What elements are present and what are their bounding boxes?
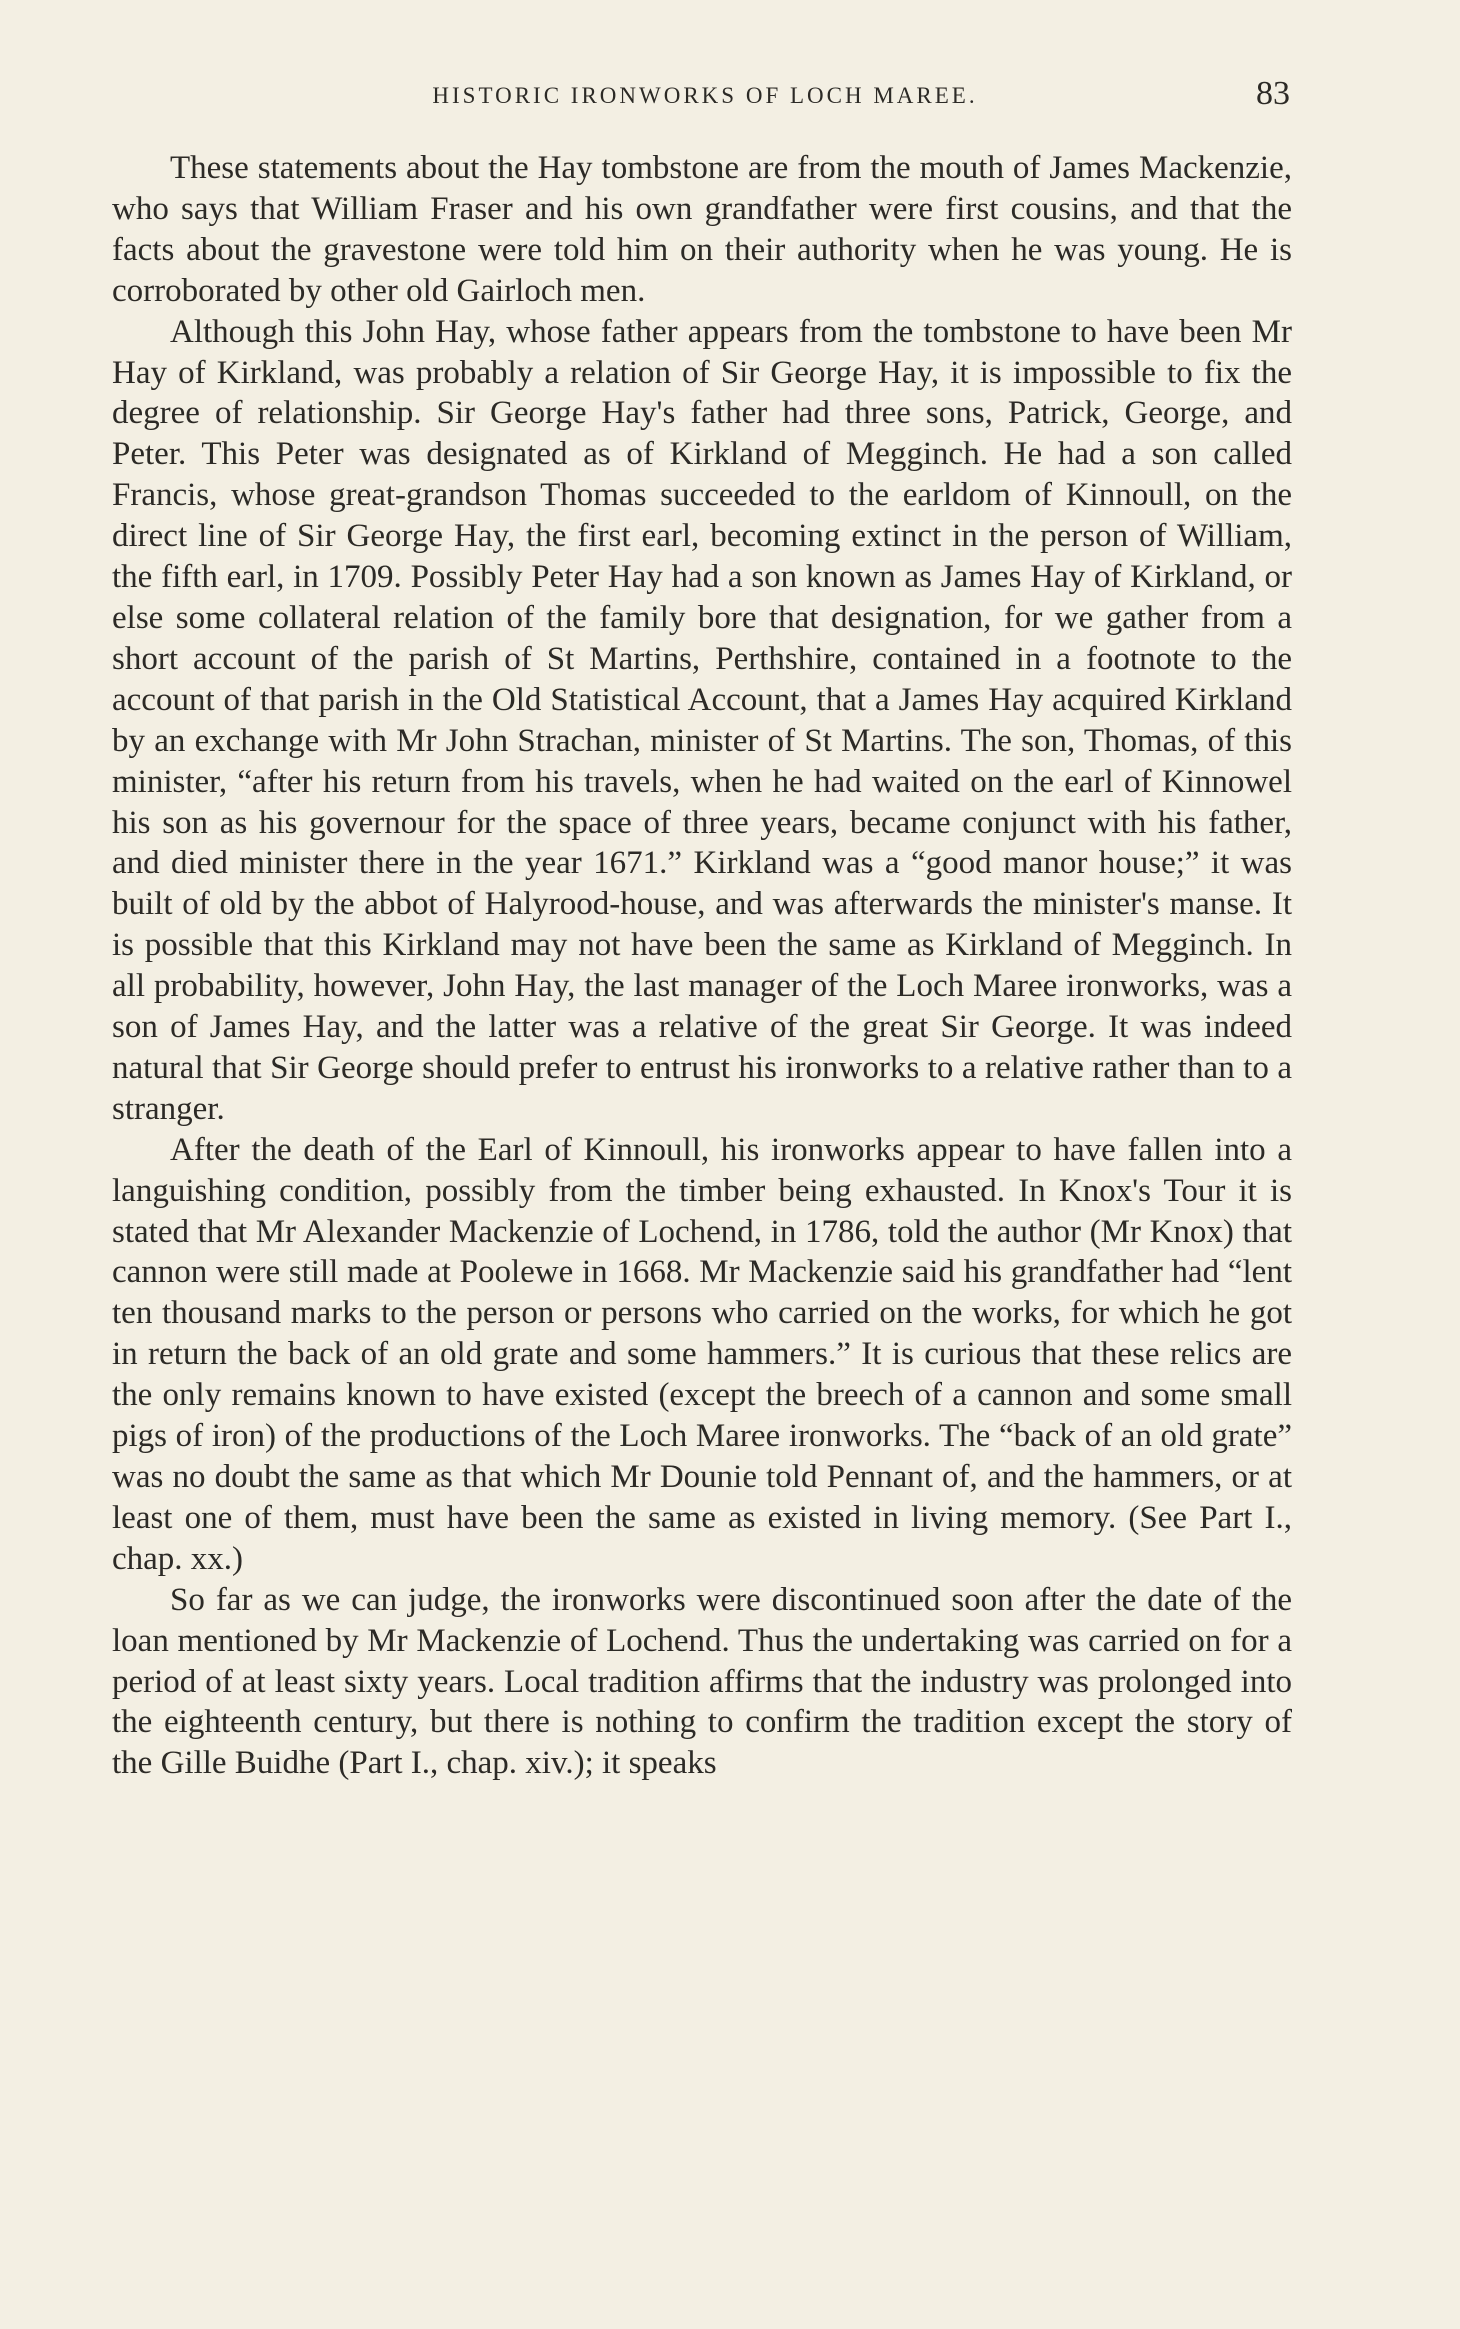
running-title: HISTORIC IRONWORKS OF LOCH MAREE. (432, 83, 978, 108)
body-text (112, 148, 1292, 1784)
paragraph: So far as we can judge, the ironworks were discontinued soon after the date of the loan mentioned by Mr Mackenzie of Lochend. Thus the undertaking was carried on for a period of at least sixty years. Local tradition affirms that the industry was prolonged into the eighteenth century, but there is nothing to confirm the tradition except the story of the Gille Buidhe (Part I., chap. xiv.); it speaks (112, 1581, 1292, 1782)
paragraph: After the death of the Earl of Kinnoull, his ironworks appear to have fallen into a languishing condition, possibly from the timber being exhausted. In Knox's Tour it is stated that Mr Alexander Mackenzie of Lochend, in 1786, told the author (Mr Knox) that cannon were still made at Poolewe in 1668. Mr Mackenzie said his grandfather had “lent ten thousand marks to the person or persons who carried on the works, for which he got in return the back of an old grate and some hammers.” It is curious that these relics are the only remains known to have existed (except the breech of a cannon and some small pigs of iron) of the productions of the Loch Maree ironworks. The “back of an old grate” was no doubt the same as that which Mr Dounie told Pennant of, and the hammers, or at least one of them, must have been the same as existed in living memory. (See Part I., chap. xx.) (112, 1131, 1292, 1577)
running-head (110, 76, 1300, 116)
paragraph: Although this John Hay, whose father appears from the tombstone to have been Mr Hay of Kirkland, was probably a relation of Sir George Hay, it is impossible to fix the degree of relationship. Sir George Hay's father had three sons, Patrick, George, and Peter. This Peter was designated as of Kirkland of Megginch. He had a son called Francis, whose great-grandson Thomas succeeded to the earldom of Kinnoull, on the direct line of Sir George Hay, the first earl, becoming extinct in the person of William, the fifth earl, in 1709. Possibly Peter Hay had a son known as James Hay of Kirkland, or else some collateral relation of the family bore that designation, for we gather from a short account of the parish of St Martins, Perthshire, contained in a footnote to the account of that parish in the Old Statistical Account, that a James Hay acquired Kirkland by an exchange with Mr John Strachan, minister of St Martins. The son, Thomas, of this minister, “after his return from his travels, when he had waited on the earl of Kinnowel his son as his governour for the space of three years, became conjunct with his father, and died minister there in the year 1671.” Kirkland was a “good manor house;” it was built of old by the abbot of Halyrood-house, and was afterwards the minister's manse. It is possible that this Kirkland may not have been the same as Kirkland of Megginch. In all probability, however, John Hay, the last manager of the Loch Maree ironworks, was a son of James Hay, and the latter was a relative of the great Sir George. It was indeed natural that Sir George should prefer to entrust his ironworks to a relative rather than to a stranger. (112, 313, 1292, 1127)
paragraph: These statements about the Hay tombstone are from the mouth of James Mackenzie, who says that William Fraser and his own grandfather were first cousins, and that the facts about the gravestone were told him on their authority when he was young. He is corroborated by other old Gairloch men. (112, 150, 1292, 309)
page-number: 83 (1256, 75, 1290, 112)
